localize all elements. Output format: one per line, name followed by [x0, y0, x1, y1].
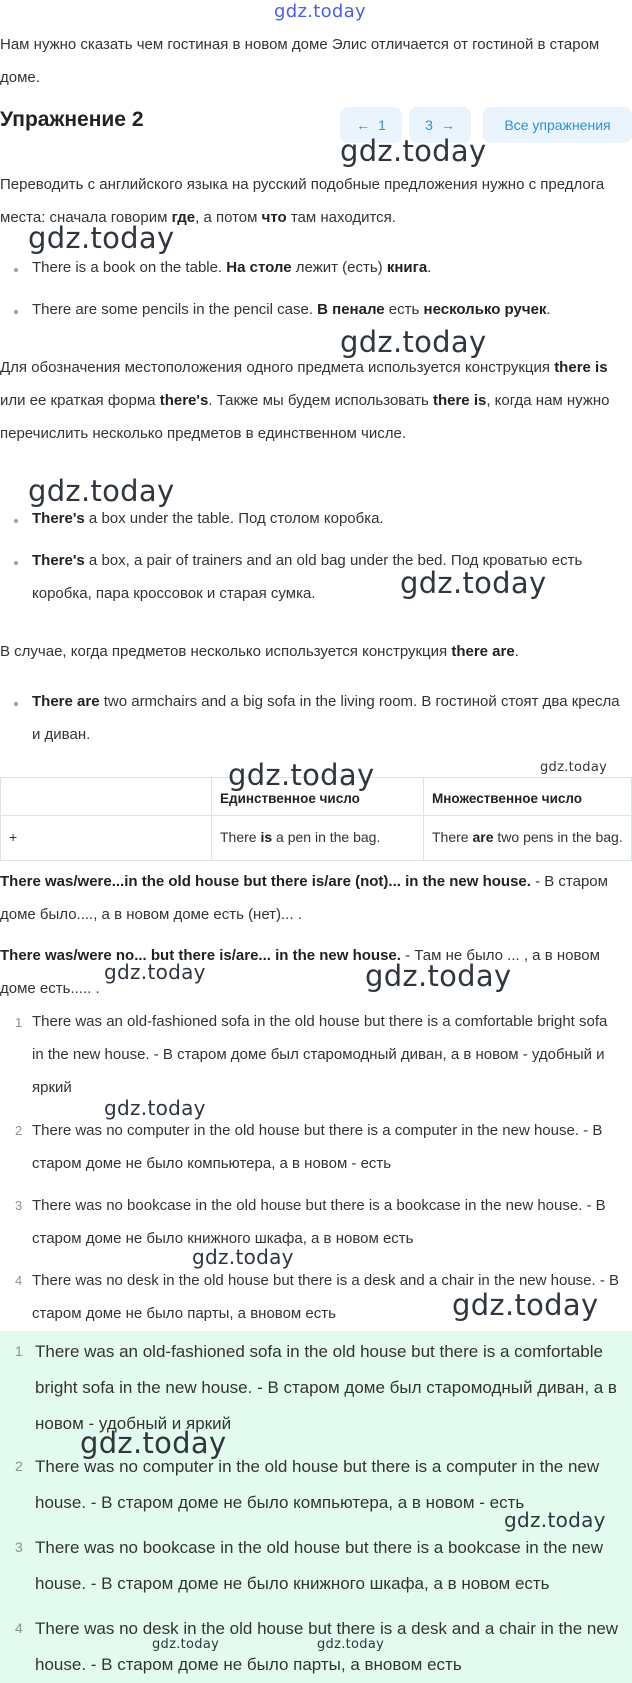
answer-item: There was no bookcase in the old house but there is a bookcase in the new house. - В старом доме не было книжного шкафа, а в новом есть	[35, 1538, 603, 1593]
answer-item: There was an old-fashioned sofa in the old house but there is a comfortable bright sofa in the new house. - В старом доме был старомодный диван, а в новом - удобный и яркий	[35, 1342, 617, 1433]
arrow-left-icon: ←	[356, 117, 371, 133]
watermark: gdz.today	[340, 134, 487, 168]
table-cell: There are two pens in the bag.	[424, 816, 632, 861]
all-exercises-label: Все упражнения	[504, 117, 611, 133]
watermark: gdz.today	[192, 1245, 294, 1269]
answer-item: There was no bookcase in the old house but there is a bookcase in the new house. - В старом доме не было книжного шкафа, а в новом есть	[32, 1197, 606, 1247]
table-header	[1, 778, 212, 816]
watermark-logo: gdz.today	[274, 1, 366, 22]
watermark: gdz.today	[504, 1508, 606, 1532]
list-item: There is a book on the table. На столе лежит (есть) книга.	[32, 259, 432, 276]
bullet-dot	[14, 561, 18, 565]
paragraph-rule-intro: Переводить с английского языка на русский подобные предложения нужно с предлога места: сначала говорим где, а потом что там находится.	[0, 176, 605, 226]
list-item: There's a box, a pair of trainers and an old bag under the bed. Под кроватью есть коробка, пара кроссовок и старая сумка.	[32, 552, 583, 602]
answer-item: There was no desk in the old house but there is a desk and a chair in the new house. - В старом доме не было парты, а вновом есть	[32, 1272, 620, 1322]
answer-item: There was no computer in the old house but there is a computer in the new house. - В старом доме не было компьютера, а в новом - есть	[32, 1122, 603, 1172]
bullet-dot	[14, 310, 18, 314]
table-cell: +	[1, 816, 212, 861]
list-item: There's a box under the table. Под столом коробка.	[32, 510, 384, 527]
rule-pattern-no: There was/were no... but there is/are... in the new house. - Там не было ... , а в новом доме есть..... .	[0, 947, 600, 997]
table-header: Множественное число	[424, 778, 632, 816]
watermark: gdz.today	[340, 325, 487, 359]
bullet-dot	[14, 702, 18, 706]
all-exercises-button[interactable]	[483, 107, 632, 143]
watermark: gdz.today	[400, 566, 547, 600]
list-item: There are two armchairs and a big sofa in the living room. В гостиной стоят два кресла и диван.	[32, 693, 620, 743]
watermark: gdz.today	[317, 1637, 385, 1652]
table-cell: There is a pen in the bag.	[212, 816, 424, 861]
answer-number: 2	[15, 1123, 23, 1138]
answer-number: 3	[15, 1198, 23, 1213]
highlighted-answers	[0, 1331, 632, 1683]
answer-number: 2	[15, 1458, 23, 1474]
table-header: Единственное число	[212, 778, 424, 816]
watermark: gdz.today	[28, 221, 175, 255]
watermark: gdz.today	[104, 960, 206, 984]
answer-number: 1	[15, 1343, 23, 1359]
next-exercise-label: 3	[425, 117, 433, 133]
paragraph-there-is: Для обозначения местоположения одного предмета используется конструкция there is или ее краткая форма there's. Также мы будем использовать there is, когда нам нужно перечислить несколько предметов в единственном числе.	[0, 359, 610, 442]
watermark: gdz.today	[365, 959, 512, 993]
rule-pattern-negative: There was/were...in the old house but there is/are (not)... in the new house. - В старом доме было...., а в новом доме есть (нет)... .	[0, 873, 608, 923]
watermark: gdz.today	[104, 1096, 206, 1120]
answer-item: There was no computer in the old house but there is a computer in the new house. - В старом доме не было компьютера, а в новом - есть	[35, 1457, 600, 1512]
bullet-dot	[14, 268, 18, 272]
answer-number: 4	[15, 1620, 23, 1636]
watermark: gdz.today	[80, 1426, 227, 1460]
exercise-title: Упражнение 2	[0, 108, 144, 131]
list-item: There are some pencils in the pencil case. В пенале есть несколько ручек.	[32, 301, 551, 318]
watermark: gdz.today	[28, 474, 175, 508]
watermark: gdz.today	[452, 1288, 599, 1322]
watermark: gdz.today	[228, 758, 375, 792]
intro-text: Нам нужно сказать чем гостиная в новом доме Элис отличается от гостиной в старом доме.	[0, 36, 600, 86]
prev-exercise-label: 1	[378, 117, 386, 133]
answer-number: 1	[15, 1015, 23, 1030]
bullet-dot	[14, 519, 18, 523]
answer-number: 4	[15, 1273, 23, 1288]
answer-item: There was no desk in the old house but there is a desk and a chair in the new house. - В старом доме не было парты, а вновом есть	[35, 1619, 619, 1674]
watermark: gdz.today	[540, 760, 608, 775]
paragraph-there-are: В случае, когда предметов несколько используется конструкция there are.	[0, 643, 519, 660]
answer-number: 3	[15, 1539, 23, 1555]
answer-item: There was an old-fashioned sofa in the old house but there is a comfortable bright sofa in the new house. - В старом доме был старомодный диван, а в новом - удобный и яркий	[32, 1013, 608, 1096]
arrow-right-icon: →	[440, 117, 455, 133]
watermark: gdz.today	[152, 1637, 220, 1652]
